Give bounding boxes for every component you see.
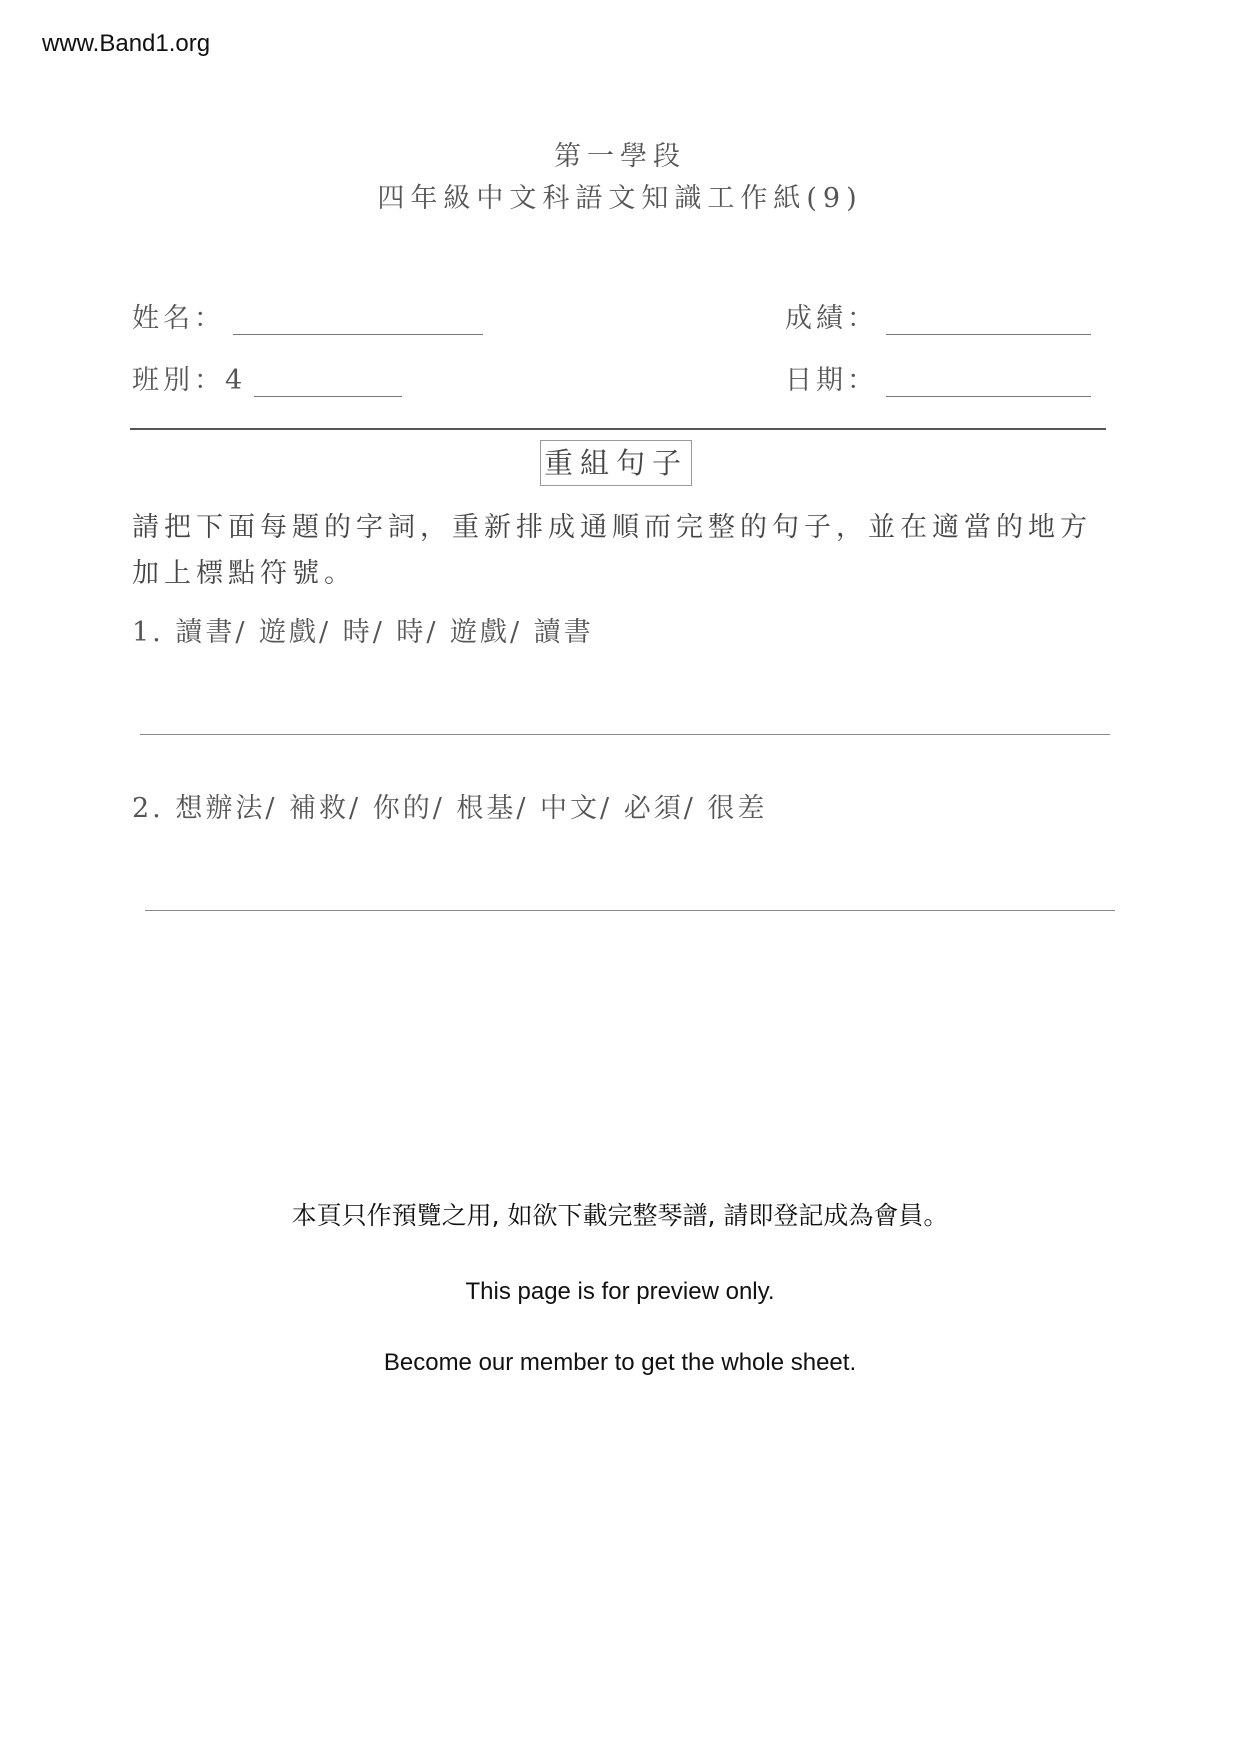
score-blank-line	[886, 308, 1091, 335]
class-field	[132, 358, 402, 397]
preview-notice-en-2: Become our member to get the whole sheet.	[383, 1349, 857, 1376]
score-label: 成績：	[785, 303, 878, 334]
name-label: 姓名：	[132, 303, 225, 334]
score-field	[785, 296, 1091, 335]
term-title: 第一學段	[554, 141, 686, 172]
section-heading: 重組句子	[540, 440, 692, 486]
instructions-text: 請把下面每題的字詞，重新排成通順而完整的句子，並在適當的地方加上標點符號。	[132, 512, 1092, 589]
date-label: 日期：	[785, 365, 878, 396]
question-2: 2. 想辦法/ 補救/ 你的/ 根基/ 中文/ 必須/ 很差	[132, 793, 768, 824]
preview-notice-zh: 本頁只作預覽之用, 如欲下載完整琴譜, 請即登記成為會員。	[291, 1201, 949, 1230]
worksheet-title	[0, 134, 1240, 215]
worksheet-subtitle: 四年級中文科語文知識工作紙(9)	[377, 183, 863, 214]
answer-line-1	[140, 734, 1110, 735]
date-blank-line	[886, 370, 1091, 397]
preview-notice-en-1: This page is for preview only.	[465, 1278, 775, 1305]
site-url: www.Band1.org	[42, 30, 211, 57]
date-field	[785, 358, 1091, 397]
header-divider	[130, 428, 1106, 430]
name-blank-line	[233, 308, 483, 335]
answer-line-2	[145, 910, 1115, 911]
question-1: 1. 讀書/ 遊戲/ 時/ 時/ 遊戲/ 讀書	[132, 617, 594, 648]
class-label: 班別：4	[132, 365, 247, 396]
name-field	[132, 296, 483, 335]
class-blank-line	[254, 370, 402, 397]
